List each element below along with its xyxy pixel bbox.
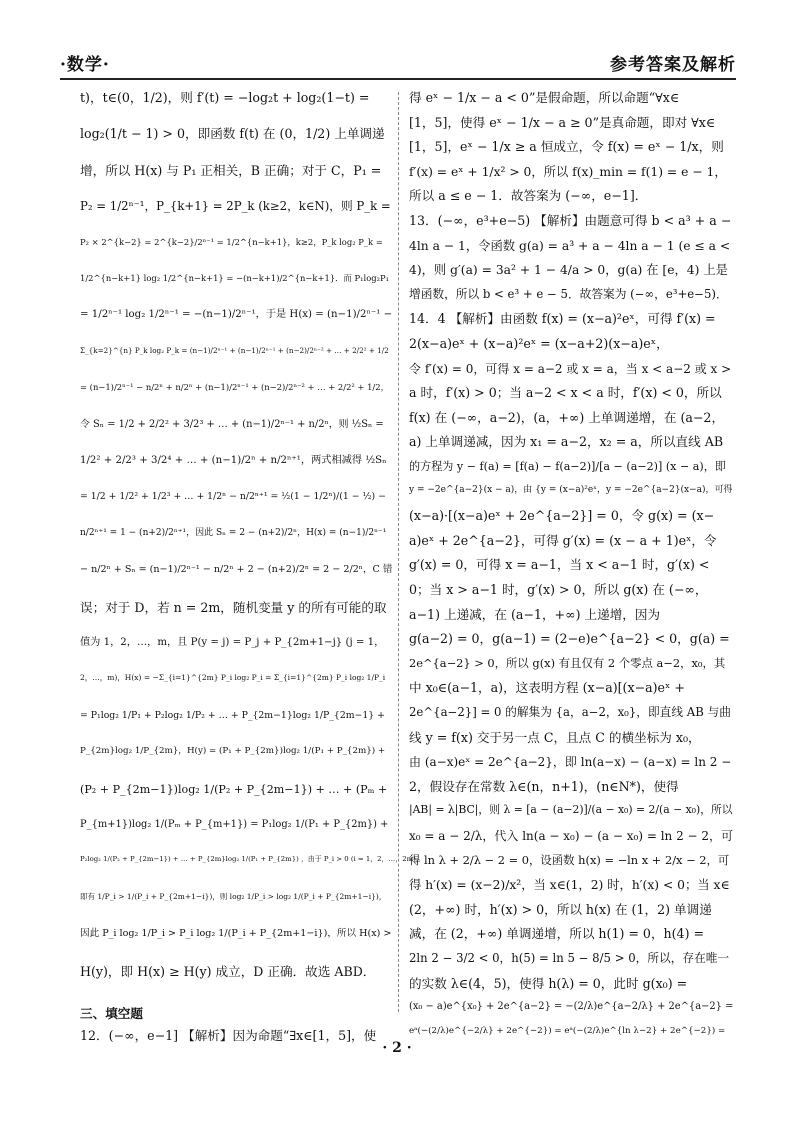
text-line: |AB| = λ|BC|，则 λ = [a − (a−2)]/(a − x₀) = 2/(a − x₀)，所以 xyxy=(409,803,733,817)
text-line: 14．4 【解析】由函数 f(x) = (x−a)²eˣ，可得 f′(x) = xyxy=(409,311,716,327)
text-line: 增函数，所以 b < e³ + e − 5．故答案为 (−∞，e³+e−5)． xyxy=(409,286,728,301)
text-line: [1，5]，使得 eˣ − 1/x − a ≥ 0”是真命题，即对 ∀x∈ xyxy=(409,114,716,130)
text-line: 的方程为 y − f(a) = [f(a) − f(a−2)]/[a − (a−2)] (x − a)，即 xyxy=(409,460,726,473)
text-line: = 1/2ⁿ⁻¹ log₂ 1/2ⁿ⁻¹ = −(n−1)/2ⁿ⁻¹，于是 H(x) = (n−1)/2ⁿ⁻¹ − xyxy=(80,309,393,321)
text-line: 得 eˣ − 1/x − a < 0”是假命题，所以命题“∀x∈ xyxy=(409,90,680,105)
text-line: (x₀ − a)e^{x₀} + 2e^{a−2} = −(2/λ)e^{a−2/λ} + 2e^{a−2} = xyxy=(409,1001,734,1013)
page-number: · 2 · xyxy=(382,1040,412,1056)
text-line: f′(x) = eˣ + 1/x² > 0，所以 f(x)_min = f(1) = e − 1， xyxy=(409,164,727,179)
text-line: (x−a)·[(x−a)eˣ + 2e^{a−2}] = 0，令 g(x) = (x− xyxy=(409,508,715,524)
text-line: [1，5]，eˣ − 1/x ≥ a 恒成立，令 f(x) = eˣ − 1/x，则 xyxy=(409,139,724,155)
text-line: a−1) 上递减，在 (a−1，+∞) 上递增，因为 xyxy=(409,606,661,622)
text-line: eᵃ(−(2/λ)e^{−2/λ} + 2e^{−2}) = eᵃ(−(2/λ)e^{ln λ−2} + 2e^{−2}) = xyxy=(409,1025,726,1036)
text-line: − n/2ⁿ + Sₙ = (n−1)/2ⁿ⁻¹ − n/2ⁿ + 2 − (n+2)/2ⁿ = 2 − 2/2ⁿ，C 错 xyxy=(80,564,393,576)
text-line: 的实数 λ∈(4，5)，使得 h(λ) = 0，此时 g(x₀) = xyxy=(409,975,688,991)
column-divider xyxy=(398,92,399,1012)
text-line: 13．(−∞，e³+e−5) 【解析】由题意可得 b < a³ + a − xyxy=(409,213,732,228)
page-header xyxy=(60,46,736,78)
text-line: f(x) 在 (−∞，a−2)，(a，+∞) 上单调递增，在 (a−2， xyxy=(409,409,725,425)
text-line: 4ln a − 1，令函数 g(a) = a³ + a − 4ln a − 1 (e ≤ a < xyxy=(409,238,731,253)
text-line: P₂log₂ 1/(P₂ + P_{2m−1}) + … + P_{2m}log₂ 1/(P₁ + P_{2m}) ，由于 P_i > 0 (i = 1，2，…，2m)， xyxy=(80,855,423,864)
text-line: t)，t∈(0，1/2)，则 f′(t) = −log₂t + log₂(1−t) = xyxy=(80,90,370,105)
text-line: x₀ = a − 2/λ，代入 ln(a − x₀) − (a − x₀) = ln 2 − 2，可 xyxy=(409,829,734,843)
text-line: = 1/2 + 1/2² + 1/2³ + … + 1/2ⁿ − n/2ⁿ⁺¹ = ½(1 − 1/2ⁿ)/(1 − ½) − xyxy=(80,491,386,503)
text-line: 2，假设存在常数 λ∈(n，n+1)，(n∈N*)，使得 xyxy=(409,778,679,794)
text-line: 2，…，m)，H(x) = −Σ_{i=1}^{2m} P_i log₂ P_i = Σ_{i=1}^{2m} P_i log₂ 1/P_i xyxy=(80,673,386,683)
text-line: a) 上单调递减，因为 x₁ = a−2，x₂ = a，所以直线 AB xyxy=(409,434,724,450)
text-line: 减，在 (2，+∞) 单调递增，所以 h(1) = 0，h(4) = xyxy=(409,926,705,942)
text-line: 令 Sₙ = 1/2 + 2/2² + 3/2³ + … + (n−1)/2ⁿ⁻¹ + n/2ⁿ，则 ½Sₙ = xyxy=(80,418,384,430)
text-line: y = −2e^{a−2}(x − a)，由 {y = (x−a)²eˣ，y = −2e^{a−2}(x−a)，可得 xyxy=(409,484,733,495)
text-line: 误；对于 D，若 n = 2m，随机变量 y 的所有可能的取 xyxy=(80,599,387,615)
text-line: 4)，则 g′(a) = 3a² + 1 − 4/a > 0，g(a) 在 [e，4) 上是 xyxy=(409,263,728,278)
subject-label: ·数学· xyxy=(60,55,110,75)
text-line: 中 x₀∈(a−1，a)，这表明方程 (x−a)[(x−a)eˣ + xyxy=(409,680,685,696)
text-line: 增，所以 H(x) 与 P₁ 正相关，B 正确；对于 C，P₁ = xyxy=(80,162,382,178)
text-line: 值为 1，2，…，m，且 P(y = j) = P_j + P_{2m+1−j} (j = 1， xyxy=(80,637,385,648)
text-line: P₂ = 1/2ⁿ⁻¹，P_{k+1} = 2P_k (k≥2，k∈N)，则 P_k = xyxy=(80,199,391,214)
text-line: H(y)，即 H(x) ≥ H(y) 成立，D 正确．故选 ABD． xyxy=(80,963,376,979)
text-line: = P₁log₂ 1/P₁ + P₂log₂ 1/P₂ + … + P_{2m−1}log₂ 1/P_{2m−1} + xyxy=(80,709,385,721)
text-line: g′(x) = 0，可得 x = a−1，当 x < a−1 时，g′(x) < xyxy=(409,557,710,573)
text-line: P_{2m}log₂ 1/P_{2m}，H(y) = (P₁ + P_{2m})log₂ 1/(P₁ + P_{2m}) + xyxy=(80,746,386,757)
text-line: 2e^{a−2} > 0，所以 g(x) 有且仅有 2 个零点 a−2，x₀，其 xyxy=(409,655,726,670)
text-line: g(a−2) = 0，g(a−1) = (2−e)e^{a−2} < 0，g(a) = xyxy=(409,631,730,647)
text-line: (P₂ + P_{2m−1})log₂ 1/(P₂ + P_{2m−1}) + … + (Pₘ + xyxy=(80,782,388,796)
text-line: = (n−1)/2ⁿ⁻¹ − n/2ⁿ + n/2ⁿ + (n−1)/2ⁿ⁻¹ + (n−2)/2ⁿ⁻² + … + 2/2² + 1/2， xyxy=(80,382,389,393)
text-line: 所以 a ≤ e − 1．故答案为 (−∞，e−1]． xyxy=(409,188,648,204)
text-line: 得 h′(x) = (x−2)/x²，当 x∈(1，2) 时，h′(x) < 0；当 x∈ xyxy=(409,878,730,893)
text-line: 1/2² + 2/2³ + 3/2⁴ + … + (n−1)/2ⁿ + n/2ⁿ⁺¹，两式相减得 ½Sₙ xyxy=(80,455,387,466)
text-line: 即有 1/P_i > 1/(P_i + P_{2m+1−i})，则 log₂ 1/P_i > log₂ 1/(P_i + P_{2m+1−i})， xyxy=(80,891,387,901)
text-line: 由 (a−x)eˣ = 2e^{a−2}，即 ln(a−x) − (a−x) = ln 2 − xyxy=(409,755,732,770)
text-line: 线 y = f(x) 交于另一点 C，且点 C 的横坐标为 x₀， xyxy=(409,729,701,745)
text-line: (2，+∞) 时，h′(x) > 0，所以 h(x) 在 (1，2) 单调递 xyxy=(409,901,712,917)
question-12-text: 12．(−∞，e−1] 【解析】因为命题“∃x∈[1，5]，使 xyxy=(80,1028,377,1043)
text-line: 1/2^{n−k+1} log₂ 1/2^{n−k+1} = −(n−k+1)/2^{n−k+1}．而 P₁log₂P₁ xyxy=(80,273,389,283)
text-line: 得 ln λ + 2/λ − 2 = 0，设函数 h(x) = −ln x + 2/x − 2，可 xyxy=(409,852,730,867)
section-label: 参考答案及解析 xyxy=(610,55,736,75)
text-line: n/2ⁿ⁺¹ = 1 − (n+2)/2ⁿ⁺¹，因此 Sₙ = 2 − (n+2)/2ⁿ，H(x) = (n−1)/2ⁿ⁻¹ xyxy=(80,527,387,538)
text-line: 2e^{a−2}] = 0 的解集为 {a，a−2，x₀}，即直线 AB 与曲 xyxy=(409,705,731,719)
text-line: P₂ × 2^{k−2} = 2^{k−2}/2ⁿ⁻¹ = 1/2^{n−k+1}，k≥2，P_k log₂ P_k = xyxy=(80,236,383,247)
text-line: Σ_{k=2}^{n} P_k log₂ P_k = (n−1)/2ⁿ⁻¹ + (n−1)/2ⁿ⁻¹ + (n−2)/2ⁿ⁻² + … + 2/2² + 1/2 xyxy=(80,345,389,355)
text-line: 2ln 2 − 3/2 < 0，h(5) = ln 5 − 8/5 > 0，所以，存在唯一 xyxy=(409,951,730,965)
text-line: log₂(1/t − 1) > 0，即函数 f(t) 在 (0，1/2) 上单调递 xyxy=(80,126,385,142)
header-rule xyxy=(60,78,736,80)
text-line: P_{m+1})log₂ 1/(Pₘ + P_{m+1}) = P₁log₂ 1/(P₁ + P_{2m}) + xyxy=(80,819,389,830)
text-line: a)eˣ + 2e^{a−2}，可得 g′(x) = (x − a + 1)eˣ，令 xyxy=(409,532,717,548)
text-line: 0；当 x > a−1 时，g′(x) > 0，所以 g(x) 在 (−∞， xyxy=(409,582,708,597)
text-line: a 时，f′(x) > 0；当 a−2 < x < a 时，f′(x) < 0，所以 xyxy=(409,385,722,401)
text-line: 因此 P_i log₂ 1/P_i > P_i log₂ 1/(P_i + P_{2m+1−i})，所以 H(x) > xyxy=(80,928,392,940)
text-line: 2(x−a)eˣ + (x−a)²eˣ = (x−a+2)(x−a)eˣ， xyxy=(409,336,669,351)
text-line: 令 f′(x) = 0，可得 x = a−2 或 x = a，当 x < a−2 或 x > xyxy=(409,361,732,376)
section-title: 三、填空题 xyxy=(80,1006,143,1021)
